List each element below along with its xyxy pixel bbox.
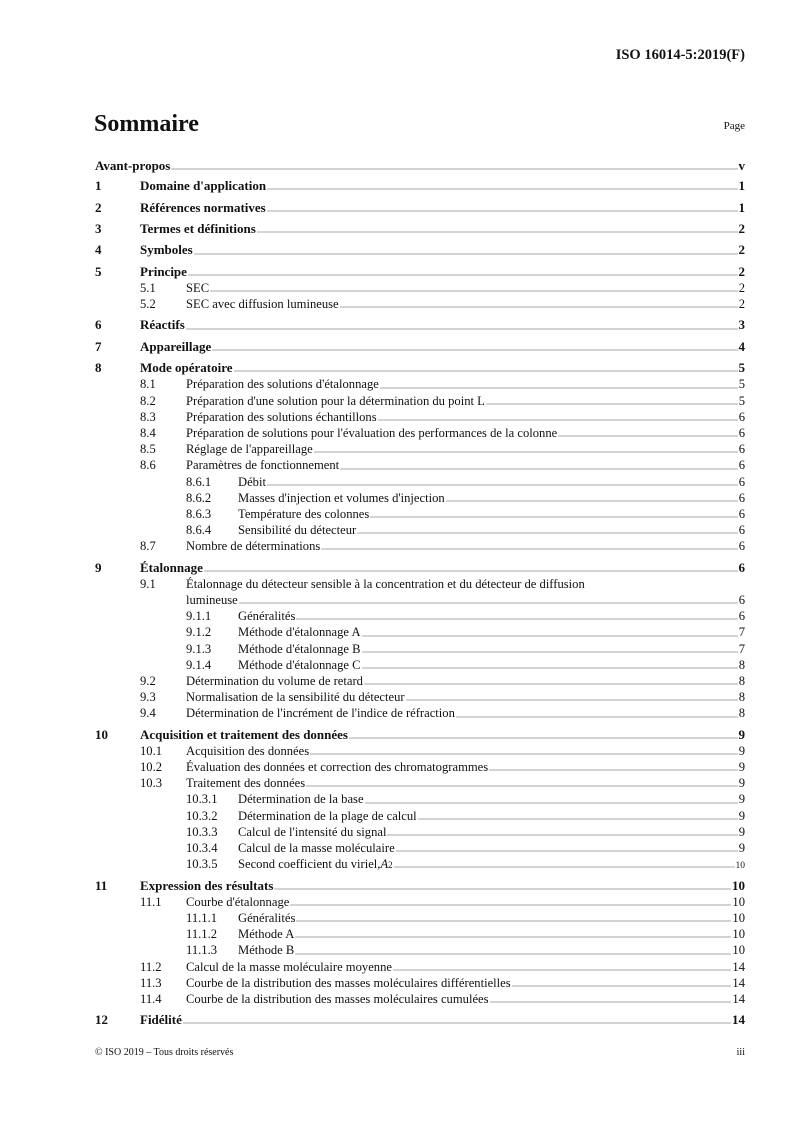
page-number: 6	[738, 506, 745, 521]
section-number: 9.1.2	[186, 625, 212, 640]
page-number: 14	[732, 975, 745, 990]
dot-leader	[558, 435, 737, 437]
toc-entry[interactable]	[95, 264, 745, 280]
section-title: Paramètres de fonctionnement	[186, 458, 340, 473]
section-number: 8.2	[140, 393, 156, 408]
dot-leader	[210, 290, 738, 292]
toc-entry[interactable]	[95, 926, 745, 942]
section-number: 8.1	[140, 377, 156, 392]
page-number: 10	[732, 910, 745, 925]
section-title: Méthode d'étalonnage B	[238, 641, 361, 656]
section-number: 3	[95, 220, 102, 236]
copyright-footer: © ISO 2019 – Tous droits réservés	[95, 1047, 234, 1058]
dot-leader	[295, 936, 731, 938]
section-title: Méthode d'étalonnage A	[238, 625, 361, 640]
page-number: v	[738, 158, 745, 173]
dot-leader	[296, 920, 731, 922]
dot-leader	[406, 699, 738, 701]
dot-leader	[362, 651, 738, 653]
dot-leader	[512, 985, 732, 987]
page-number: 5	[738, 360, 745, 376]
section-title: Calcul de la masse moléculaire moyenne	[186, 959, 392, 974]
toc-entry[interactable]	[95, 1012, 745, 1028]
page-number: 8	[738, 673, 745, 688]
dot-leader	[357, 532, 737, 534]
page-number: 6	[738, 490, 745, 505]
page-number: 9	[738, 760, 745, 775]
section-title: Expression des résultats	[140, 877, 274, 893]
section-title: Principe	[140, 263, 187, 279]
toc-entry[interactable]	[95, 425, 745, 441]
section-title: Débit	[238, 474, 266, 489]
toc-entry[interactable]	[95, 942, 745, 958]
page-number: 6	[738, 425, 745, 440]
page-number: 10	[732, 894, 745, 909]
toc-entry[interactable]	[95, 657, 745, 673]
section-number: 12	[95, 1012, 108, 1028]
section-title: Courbe d'étalonnage	[186, 894, 290, 909]
dot-leader	[378, 419, 738, 421]
section-title: Acquisition et traitement des données	[140, 726, 348, 742]
page-number: 6	[738, 559, 745, 575]
toc-entry[interactable]	[95, 791, 745, 807]
toc-entry[interactable]	[95, 280, 745, 296]
toc-entry[interactable]	[95, 242, 745, 258]
page-number: 8	[738, 657, 745, 672]
section-number: 11.1.2	[186, 927, 218, 942]
toc-entry-continuation[interactable]	[95, 592, 745, 608]
section-number: 2	[95, 199, 102, 215]
section-title: Traitement des données	[186, 776, 306, 791]
toc-entry[interactable]	[95, 490, 745, 506]
toc-entry[interactable]	[95, 506, 745, 522]
page-number: 10	[732, 927, 745, 942]
section-number: 10	[95, 726, 108, 742]
toc-entry[interactable]	[95, 689, 745, 705]
dot-leader	[362, 635, 738, 637]
section-title: Préparation d'une solution pour la détermination du point L	[186, 393, 485, 408]
dot-leader	[486, 403, 738, 405]
dot-leader	[349, 737, 738, 739]
section-title: Acquisition des données	[186, 743, 310, 758]
section-number: 11	[95, 877, 108, 893]
section-title: Références normatives	[140, 199, 266, 215]
dot-leader	[171, 168, 737, 170]
toc-entry[interactable]	[95, 376, 745, 392]
section-title: Sensibilité du détecteur	[238, 523, 357, 538]
dot-leader	[340, 468, 738, 470]
section-title: Étalonnage	[140, 559, 203, 575]
toc-entry[interactable]	[95, 727, 745, 743]
section-number: 10.3.4	[186, 841, 218, 855]
dot-leader	[267, 188, 737, 190]
section-number: 11.1.1	[186, 910, 218, 925]
toc-entry[interactable]	[95, 474, 745, 490]
dot-leader	[186, 328, 738, 330]
section-number: 10.3	[140, 776, 163, 791]
section-number: 5.2	[140, 297, 156, 312]
section-title: Préparation des solutions échantillons	[186, 409, 377, 424]
dot-leader	[393, 969, 731, 971]
toc-entry[interactable]	[95, 840, 745, 856]
toc-entry[interactable]: 10.3.5 Second coefficient du viriel, A 2 10	[95, 856, 745, 872]
dot-leader	[418, 818, 738, 820]
toc-entry[interactable]	[95, 808, 745, 824]
page-number: 5	[738, 377, 745, 392]
toc-entry[interactable]	[95, 624, 745, 640]
dot-leader	[310, 753, 738, 755]
document-id-header: ISO 16014-5:2019(F)	[615, 47, 745, 63]
toc-entry[interactable]	[95, 393, 745, 409]
section-title: Mode opératoire	[140, 360, 233, 376]
toc-entry[interactable]	[95, 705, 745, 721]
section-title: SEC	[186, 280, 210, 295]
page-number: 8	[738, 706, 745, 721]
dot-leader	[365, 802, 738, 804]
page-number: 6	[738, 593, 745, 607]
toc-entry[interactable]	[95, 991, 745, 1007]
section-title: Domaine d'application	[140, 178, 267, 194]
section-title: Courbe de la distribution des masses moléculaires différentielles	[186, 975, 511, 990]
dot-leader	[267, 484, 738, 486]
section-number: 8.6.4	[186, 523, 212, 538]
section-number: 5.1	[140, 280, 156, 295]
toc-entry[interactable]	[95, 200, 745, 216]
page-number: 14	[732, 1012, 745, 1028]
dot-leader	[234, 370, 738, 372]
dot-leader	[380, 387, 738, 389]
page-number: 9	[738, 841, 745, 855]
dot-leader	[362, 667, 738, 669]
section-number: 10.3.5	[186, 857, 218, 872]
page-number: 2	[738, 263, 745, 279]
section-number: 4	[95, 242, 102, 258]
dot-leader	[370, 516, 737, 518]
section-number: 8.6.3	[186, 506, 212, 521]
toc-entry[interactable]	[95, 608, 745, 624]
page-number: 6	[738, 474, 745, 489]
page-number: 1	[738, 178, 745, 194]
toc-entry[interactable]	[95, 673, 745, 689]
section-number: 10.3.1	[186, 792, 218, 807]
toc-entry[interactable]	[95, 959, 745, 975]
section-number: 8.3	[140, 409, 156, 424]
section-number: 8.4	[140, 425, 156, 440]
section-title: Réglage de l'appareillage	[186, 442, 313, 457]
page-number: 14	[732, 991, 745, 1006]
section-title: SEC avec diffusion lumineuse	[186, 297, 339, 312]
section-number: 9.1.1	[186, 609, 212, 624]
section-title: Appareillage	[140, 338, 212, 354]
toc-entry[interactable]	[95, 743, 745, 759]
section-number: 11.1.3	[186, 943, 218, 958]
section-number: 9	[95, 559, 102, 575]
toc-entry[interactable]	[95, 759, 745, 775]
toc-entry[interactable]	[95, 910, 745, 926]
section-number: 9.1	[140, 576, 156, 591]
section-title: Préparation de solutions pour l'évaluation des performances de la colonne	[186, 425, 558, 440]
toc-entry[interactable]	[95, 339, 745, 355]
section-number: 11.1	[140, 894, 162, 909]
section-number: 9.1.3	[186, 641, 212, 656]
page-number: 9	[738, 824, 745, 839]
section-number: 8.5	[140, 442, 156, 457]
toc-entry[interactable]	[95, 457, 745, 473]
page-number: 5	[738, 393, 745, 408]
section-title: Calcul de la masse moléculaire	[238, 841, 395, 855]
page-number: 6	[738, 609, 745, 624]
section-title: Avant-propos	[95, 158, 171, 173]
toc-entry[interactable]	[95, 894, 745, 910]
dot-leader	[296, 618, 737, 620]
page-number: 2	[738, 242, 745, 258]
toc-entry[interactable]	[95, 576, 745, 592]
section-number: 11.2	[140, 959, 162, 974]
section-title: Étalonnage du détecteur sensible à la concentration et du détecteur de diffusion	[186, 576, 585, 591]
section-title: Termes et définitions	[140, 220, 256, 236]
page-number: 4	[738, 338, 745, 354]
dot-leader	[340, 306, 738, 308]
dot-leader	[204, 570, 738, 572]
page-number: 10	[735, 861, 745, 872]
page-number: 2	[738, 220, 745, 236]
section-number: 11.3	[140, 975, 162, 990]
page-number: 10	[732, 943, 745, 958]
toc-entry[interactable]	[95, 975, 745, 991]
dot-leader	[183, 1022, 731, 1024]
page-number: 14	[732, 959, 745, 974]
section-number: 8.6.1	[186, 474, 212, 489]
section-number: 1	[95, 178, 102, 194]
toc-entry[interactable]	[95, 441, 745, 457]
section-title: Symboles	[140, 242, 193, 258]
dot-leader	[364, 683, 738, 685]
section-title: Fidélité	[140, 1012, 182, 1028]
footer-page-number: iii	[736, 1047, 745, 1058]
dot-leader	[490, 1001, 732, 1003]
toc-entry[interactable]	[95, 538, 745, 554]
page-number: 7	[738, 625, 745, 640]
section-number: 9.1.4	[186, 657, 212, 672]
toc-entry[interactable]	[95, 178, 745, 194]
dot-leader	[267, 210, 738, 212]
toc-entry[interactable]	[95, 522, 745, 538]
section-number: 8.6	[140, 458, 156, 473]
toc-entry[interactable]	[95, 560, 745, 576]
section-number: 8	[95, 360, 102, 376]
section-number: 10.3.3	[186, 824, 218, 839]
section-title: Détermination de la plage de calcul	[238, 808, 417, 823]
table-of-contents	[95, 158, 745, 1028]
toc-entry[interactable]	[95, 296, 745, 312]
dot-leader	[456, 716, 738, 718]
section-title-continuation: lumineuse	[186, 593, 238, 607]
toc-entry[interactable]	[95, 878, 745, 894]
page-number: 9	[738, 743, 745, 758]
toc-title: Sommaire	[94, 111, 199, 137]
dot-leader	[489, 769, 738, 771]
section-number: 6	[95, 317, 102, 333]
toc-entry[interactable]	[95, 409, 745, 425]
dot-leader	[396, 850, 738, 852]
toc-entry[interactable]	[95, 221, 745, 237]
section-title: Évaluation des données et correction des chromatogrammes	[186, 760, 489, 775]
section-title: Détermination de la base	[238, 792, 364, 807]
section-title: Préparation des solutions d'étalonnage	[186, 377, 379, 392]
page-column-label: Page	[723, 120, 745, 132]
symbol: A	[380, 857, 389, 872]
section-number: 10.3.2	[186, 808, 218, 823]
dot-leader	[194, 253, 738, 255]
page-number: 6	[738, 523, 745, 538]
section-title: Détermination de l'incrément de l'indice de réfraction	[186, 706, 455, 721]
dot-leader	[188, 274, 738, 276]
section-number: 8.7	[140, 539, 156, 554]
page-number: 6	[738, 539, 745, 554]
page-number: 7	[738, 641, 745, 656]
page-number: 9	[738, 792, 745, 807]
section-title: Généralités	[238, 910, 296, 925]
section-title: Nombre de déterminations	[186, 539, 321, 554]
toc-entry[interactable]	[95, 824, 745, 840]
section-title: Méthode A	[238, 927, 295, 942]
section-title: Second coefficient du viriel,	[238, 857, 381, 872]
dot-leader	[314, 451, 738, 453]
section-number: 10.1	[140, 743, 163, 758]
toc-entry[interactable]	[95, 641, 745, 657]
dot-leader	[394, 866, 735, 868]
section-number: 9.3	[140, 690, 156, 705]
section-title: Méthode d'étalonnage C	[238, 657, 361, 672]
section-title: Généralités	[238, 609, 296, 624]
dot-leader	[257, 231, 738, 233]
page-number: 6	[738, 442, 745, 457]
page-number: 6	[738, 458, 745, 473]
dot-leader	[212, 349, 737, 351]
page-number: 10	[732, 877, 745, 893]
section-number: 9.4	[140, 706, 156, 721]
section-number: 10.2	[140, 760, 163, 775]
dot-leader	[446, 500, 738, 502]
page-number: 3	[738, 317, 745, 333]
page-number: 6	[738, 409, 745, 424]
toc-entry[interactable]	[95, 775, 745, 791]
dot-leader	[290, 904, 731, 906]
dot-leader	[239, 602, 738, 604]
page-number: 9	[738, 726, 745, 742]
section-number: 7	[95, 338, 102, 354]
section-title: Masses d'injection et volumes d'injection	[238, 490, 445, 505]
dot-leader	[295, 953, 731, 955]
dot-leader	[387, 834, 737, 836]
toc-entry[interactable]	[95, 317, 745, 333]
section-number: 8.6.2	[186, 490, 212, 505]
dot-leader	[306, 785, 738, 787]
section-title: Détermination du volume de retard	[186, 673, 363, 688]
toc-entry[interactable]	[95, 360, 745, 376]
section-title: Réactifs	[140, 317, 185, 333]
dot-leader	[274, 888, 731, 890]
page-number: 2	[738, 280, 745, 295]
section-title: Calcul de l'intensité du signal	[238, 824, 387, 839]
section-title: Normalisation de la sensibilité du détecteur	[186, 690, 405, 705]
section-number: 5	[95, 263, 102, 279]
section-title: Méthode B	[238, 943, 295, 958]
page-number: 1	[738, 199, 745, 215]
toc-entry[interactable]	[95, 158, 745, 174]
section-title: Courbe de la distribution des masses moléculaires cumulées	[186, 991, 489, 1006]
section-number: 9.2	[140, 673, 156, 688]
page-number: 2	[738, 297, 745, 312]
page-number: 8	[738, 690, 745, 705]
page-number: 9	[738, 808, 745, 823]
section-title: Température des colonnes	[238, 506, 370, 521]
dot-leader	[321, 548, 737, 550]
section-number: 11.4	[140, 991, 162, 1006]
page-number: 9	[738, 776, 745, 791]
